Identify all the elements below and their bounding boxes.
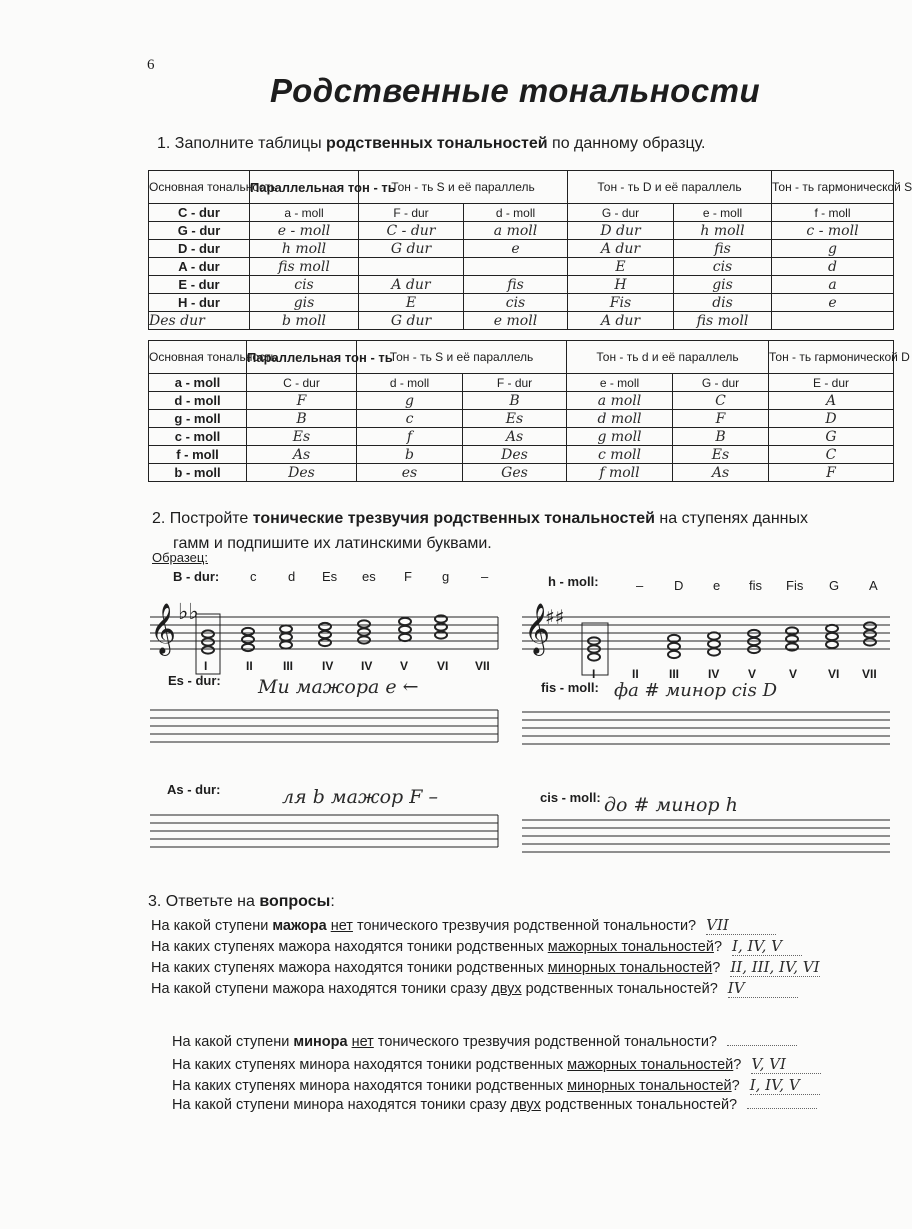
- cell-value: Fis: [609, 294, 632, 311]
- cell-value: fis: [507, 276, 524, 293]
- degree-label: VII: [475, 659, 490, 673]
- cell-value: E: [615, 258, 626, 275]
- key-cell: D - dur: [149, 240, 250, 258]
- whole-note: [280, 625, 292, 632]
- cell-value: A dur: [391, 276, 431, 293]
- cell-value: cis: [294, 276, 314, 293]
- answer-field[interactable]: VII: [706, 916, 776, 935]
- key-cell: a - moll: [149, 374, 247, 392]
- answer-field[interactable]: [747, 1108, 817, 1109]
- whole-note: [748, 646, 760, 653]
- cell-value: H: [614, 276, 627, 293]
- cell-value: As: [711, 464, 730, 481]
- task1-prefix: 1. Заполните таблицы: [157, 135, 327, 152]
- cell-value: G dur: [390, 240, 432, 257]
- key-cell: C - dur: [149, 204, 250, 222]
- question-underlined: двух: [491, 981, 522, 997]
- degree-label: V: [400, 659, 409, 673]
- key-cell: f - moll: [149, 446, 247, 464]
- question-bold: мажора: [272, 918, 327, 934]
- degree-label: I: [592, 667, 596, 681]
- exercise-label: fis - moll:: [541, 680, 599, 695]
- question-text: На каких ступенях мажора находятся тоники родственных: [151, 939, 548, 955]
- example-key-name: c: [250, 569, 257, 584]
- table-header: Тон - ть гармонической D: [769, 341, 894, 374]
- table-header: Тон - ть D и её параллель: [568, 171, 772, 204]
- whole-note: [748, 630, 760, 637]
- example-key-name: e: [713, 578, 721, 593]
- cell-value: g: [405, 392, 414, 409]
- table-header: Тон - ть гармонической S: [772, 171, 894, 204]
- answer-field[interactable]: I, IV, V: [732, 937, 802, 956]
- whole-note: [399, 626, 411, 633]
- example-key-name: G: [829, 578, 840, 593]
- cell-value: F: [296, 392, 307, 409]
- cell-value: e - moll: [702, 205, 743, 220]
- question: [172, 1034, 797, 1050]
- table-header: Основная тональность: [149, 171, 250, 204]
- exercise-label: cis - moll:: [540, 790, 601, 805]
- example-key-name: –: [481, 569, 489, 584]
- table-header: Параллельная тон - ть: [250, 171, 359, 204]
- cell-value: C - dur: [283, 375, 320, 390]
- whole-note: [242, 628, 254, 635]
- whole-note: [358, 620, 370, 627]
- question-text: На какой ступени: [172, 1034, 294, 1050]
- question-text-end: тонического трезвучия родственной тональности?: [373, 1034, 717, 1050]
- cell-value: e: [511, 240, 520, 257]
- question: [151, 958, 820, 977]
- task1-suffix: по данному образцу.: [547, 135, 706, 152]
- handwritten-note: Ми мажора е ←: [258, 676, 419, 698]
- answer-field[interactable]: IV: [728, 979, 798, 998]
- cell-value: As: [505, 428, 524, 445]
- cell-value: A dur: [600, 312, 641, 329]
- whole-note: [399, 618, 411, 625]
- cell-value: e - moll: [277, 222, 331, 239]
- task1-bold: родственных тональностей: [326, 135, 548, 152]
- whole-note: [435, 615, 447, 622]
- cell-value: c: [405, 410, 414, 427]
- degree-label: VI: [828, 667, 840, 681]
- example-key-name: A: [869, 578, 878, 593]
- key-cell: H - dur: [149, 294, 250, 312]
- cell-value: f: [406, 428, 413, 445]
- question-underlined: мажорных тональностей: [547, 939, 714, 955]
- question-text: На какой ступени: [151, 918, 273, 934]
- cell-value: dis: [712, 294, 733, 311]
- key-cell: d - moll: [149, 392, 247, 410]
- table-header: Параллельная тон - ть: [247, 341, 357, 374]
- whole-note: [748, 638, 760, 645]
- example-key-name: es: [362, 569, 376, 584]
- answer-field[interactable]: V, VI: [751, 1055, 821, 1074]
- sharp-icon: ♯♯: [545, 605, 565, 629]
- cell-value: F - dur: [496, 375, 533, 390]
- cell-value: As: [292, 446, 311, 463]
- degree-label: V: [789, 667, 798, 681]
- question-underlined: минорных тональностей: [567, 1078, 732, 1094]
- whole-note: [319, 631, 331, 638]
- question: [151, 916, 776, 935]
- answer-field[interactable]: II, III, IV, VI: [730, 958, 820, 976]
- whole-note: [319, 639, 331, 646]
- exercise-label: Es - dur:: [168, 673, 221, 688]
- whole-note: [708, 632, 720, 639]
- key-cell: b - moll: [149, 464, 247, 482]
- cell-value: d moll: [597, 410, 642, 427]
- degree-label: I: [204, 659, 208, 673]
- whole-note: [826, 641, 838, 648]
- cell-value: h moll: [700, 222, 745, 239]
- question-text-end: ?: [712, 960, 721, 976]
- cell-value: a: [828, 276, 837, 293]
- table-header: Тон - ть S и её параллель: [357, 341, 567, 374]
- whole-note: [786, 627, 798, 634]
- cell-value: gis: [293, 294, 315, 311]
- cell-value: F: [826, 464, 836, 481]
- degree-label: II: [632, 667, 639, 681]
- task3-suffix: :: [330, 893, 335, 910]
- cell-value: C: [825, 446, 837, 463]
- table-header: Основная тональность: [149, 341, 247, 374]
- question-text: На каких ступенях минора находятся тоники родственных: [172, 1078, 568, 1094]
- example-key-name: Es: [322, 569, 338, 584]
- question-text-end: родственных тональностей?: [540, 1097, 738, 1113]
- cell-value: a - moll: [284, 205, 324, 220]
- question-underlined: нет: [330, 918, 353, 934]
- whole-note: [280, 641, 292, 648]
- question-text: На каких ступенях мажора находятся тоники родственных: [151, 960, 548, 976]
- cell-value: f - moll: [814, 205, 851, 220]
- handwritten-note: ля b мажор F –: [282, 786, 438, 808]
- key-cell: A - dur: [149, 258, 250, 276]
- cell-value: fis moll: [696, 312, 749, 329]
- whole-note: [708, 640, 720, 647]
- question-bold: минора: [293, 1034, 348, 1050]
- cell-value: Es: [505, 410, 524, 427]
- whole-note: [864, 630, 876, 637]
- task3-bold: вопросы: [259, 893, 331, 910]
- whole-note: [202, 630, 214, 637]
- cell-value: d: [828, 258, 837, 275]
- whole-note: [668, 651, 680, 658]
- key-cell: g - moll: [149, 410, 247, 428]
- whole-note: [588, 653, 600, 660]
- example-key-name: g: [442, 569, 450, 584]
- whole-note: [358, 636, 370, 643]
- key-cell: c - moll: [149, 428, 247, 446]
- cell-value: D: [825, 410, 837, 427]
- whole-note: [864, 622, 876, 629]
- question-underlined: двух: [510, 1097, 541, 1113]
- cell-value: A: [825, 392, 837, 409]
- question: [172, 1097, 817, 1113]
- question-text-end: ?: [733, 1057, 742, 1073]
- whole-note: [242, 644, 254, 651]
- cell-value: a moll: [493, 222, 538, 239]
- cell-value: c moll: [598, 446, 641, 463]
- task2-suffix: на ступенях данных: [654, 510, 808, 527]
- example-key-name: fis: [749, 578, 762, 593]
- cell-value: F - dur: [393, 205, 429, 220]
- whole-note: [202, 646, 214, 653]
- whole-note: [399, 634, 411, 641]
- cell-value: Des dur: [149, 312, 205, 329]
- cell-value: gis: [712, 276, 733, 293]
- cell-value: a moll: [597, 392, 642, 409]
- task3-prefix: 3. Ответьте на: [148, 893, 260, 910]
- task3-heading: [148, 893, 335, 911]
- cell-value: A dur: [600, 240, 641, 257]
- whole-note: [708, 648, 720, 655]
- cell-value: e: [828, 294, 837, 311]
- cell-value: E: [405, 294, 417, 311]
- cell-value: e moll: [493, 312, 538, 329]
- degree-label: IV: [322, 659, 334, 673]
- whole-note: [786, 635, 798, 642]
- whole-note: [588, 637, 600, 644]
- cell-value: G: [825, 428, 837, 445]
- cell-value: d - moll: [495, 205, 536, 220]
- question: [151, 937, 802, 956]
- task2-prefix: 2. Постройте: [152, 510, 253, 527]
- degree-label: III: [283, 659, 294, 673]
- cell-value: F: [715, 410, 726, 427]
- cell-value: g moll: [597, 428, 642, 445]
- exercise-label: As - dur:: [167, 782, 221, 797]
- whole-note: [864, 638, 876, 645]
- example-major-label: B - dur:: [173, 569, 220, 584]
- whole-note: [435, 631, 447, 638]
- question-underlined: минорных тональностей: [547, 960, 713, 976]
- example-key-name: F: [404, 569, 412, 584]
- example-key-name: Fis: [786, 578, 804, 593]
- cell-value: c - moll: [806, 222, 859, 239]
- whole-note: [668, 635, 680, 642]
- treble-clef-icon: 𝄞: [150, 603, 177, 654]
- cell-value: C: [715, 392, 726, 409]
- cell-value: G - dur: [701, 375, 740, 390]
- degree-label: VII: [862, 667, 877, 681]
- cell-value: B: [715, 428, 726, 445]
- question: [172, 1076, 820, 1095]
- handwritten-note: до # минор h: [604, 794, 738, 816]
- cell-value: D dur: [600, 222, 641, 239]
- whole-note: [826, 625, 838, 632]
- question-text: На какой ступени мажора находятся тоники сразу: [151, 981, 492, 997]
- table-header: Тон - ть d и её параллель: [567, 341, 769, 374]
- cell-value: d - moll: [389, 375, 430, 390]
- cell-value: es: [401, 464, 418, 481]
- example-key-name: d: [288, 569, 296, 584]
- cell-value: f moll: [599, 464, 640, 481]
- flat-icon: ♭♭: [178, 600, 199, 625]
- page-number: 6: [147, 57, 155, 73]
- cell-value: cis: [505, 294, 526, 311]
- cell-value: cis: [712, 258, 733, 275]
- cell-value: b moll: [281, 312, 327, 329]
- question-underlined: мажорных тональностей: [567, 1057, 734, 1073]
- degree-label: IV: [361, 659, 373, 673]
- degree-label: II: [246, 659, 253, 673]
- whole-note: [588, 645, 600, 652]
- cell-value: Des: [288, 464, 315, 481]
- question: [151, 979, 798, 998]
- cell-value: g: [828, 240, 837, 257]
- whole-note: [280, 633, 292, 640]
- whole-note: [242, 636, 254, 643]
- degree-label: VI: [437, 659, 449, 673]
- cell-value: B: [509, 392, 520, 409]
- cell-value: e - moll: [599, 375, 640, 390]
- cell-value: Ges: [501, 464, 528, 481]
- question-text-end: тонического трезвучия родственной тональности?: [352, 918, 697, 934]
- example-key-name: D: [674, 578, 684, 593]
- key-cell: E - dur: [149, 276, 250, 294]
- key-cell: G - dur: [149, 222, 250, 240]
- handwritten-note: фа # минор cis D: [614, 680, 778, 701]
- task2-line2: гамм и подпишите их латинскими буквами.: [173, 535, 492, 552]
- question: [172, 1055, 821, 1074]
- question-text-end: ?: [713, 939, 723, 955]
- whole-note: [826, 633, 838, 640]
- cell-value: G dur: [390, 312, 432, 329]
- answer-field[interactable]: [727, 1045, 797, 1046]
- question-text-end: родственных тональностей?: [521, 981, 718, 997]
- cell-value: C - dur: [386, 222, 436, 239]
- table-header: Тон - ть S и её параллель: [359, 171, 568, 204]
- page-title: Родственные тональности: [270, 72, 761, 109]
- cell-value: Es: [711, 446, 730, 463]
- task2-bold: тонические трезвучия родственных тональностей: [252, 510, 655, 527]
- treble-clef-icon: 𝄞: [524, 603, 551, 654]
- cell-value: E - dur: [812, 375, 849, 390]
- cell-value: Des: [501, 446, 528, 463]
- example-minor-label: h - moll:: [548, 574, 599, 589]
- cell-value: Es: [292, 428, 311, 445]
- example-key-name: –: [636, 578, 644, 593]
- question-text: На каких ступенях минора находятся тоники родственных: [172, 1057, 568, 1073]
- cell-value: G - dur: [601, 205, 640, 220]
- cell-value: fis: [714, 240, 731, 257]
- question-text: На какой ступени минора находятся тоники сразу: [172, 1097, 511, 1113]
- whole-note: [202, 638, 214, 645]
- degree-label: III: [669, 667, 680, 681]
- cell-value: fis moll: [278, 258, 330, 275]
- cell-value: B: [296, 410, 307, 427]
- sample-label: Образец:: [152, 550, 208, 565]
- answer-field[interactable]: I, IV, V: [750, 1076, 820, 1095]
- cell-value: h moll: [281, 240, 327, 257]
- whole-note: [435, 623, 447, 630]
- question-text-end: ?: [731, 1078, 740, 1094]
- degree-label: V: [748, 667, 757, 681]
- whole-note: [319, 623, 331, 630]
- whole-note: [786, 643, 798, 650]
- question-underlined: нет: [351, 1034, 374, 1050]
- whole-note: [668, 643, 680, 650]
- degree-label: IV: [708, 667, 720, 681]
- cell-value: b: [405, 446, 414, 463]
- whole-note: [358, 628, 370, 635]
